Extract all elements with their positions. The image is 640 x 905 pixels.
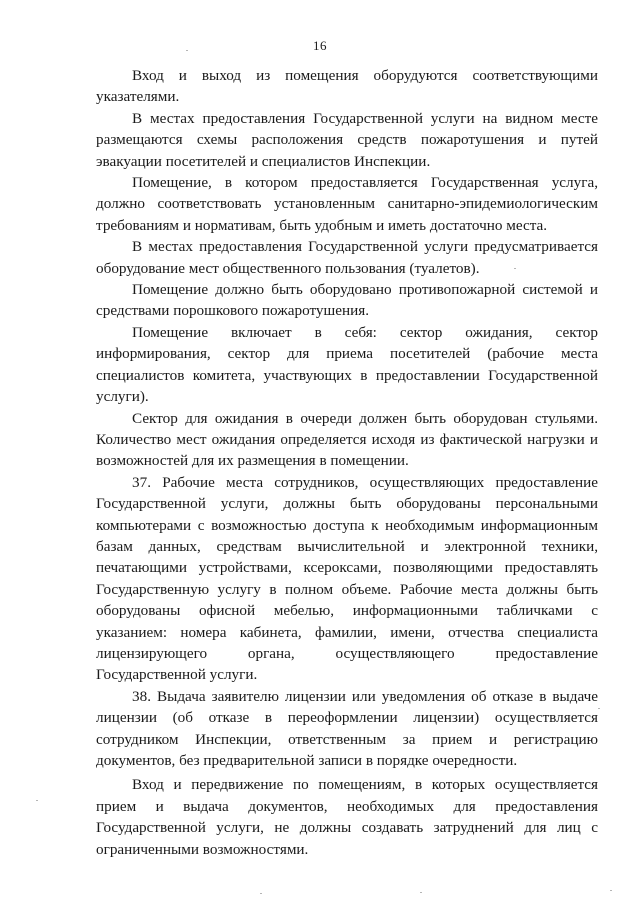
paragraph-sanitary-requirements: Помещение, в котором предоставляется Государственная услуга, должно соответствовать установленным санитарно-эпидемиологическим требованиям и нормативам, быть удобным и иметь достаточно места. xyxy=(96,174,598,234)
paragraph-evacuation-schemes: В местах предоставления Государственной услуги на видном месте размещаются схемы расположения средств пожаротушения и путей эвакуации посетителей и специалистов Инспекции. xyxy=(96,109,598,170)
paragraph-item-37: 37. Рабочие места сотрудников, осуществляющих предоставление Государственной услуги, должны быть оборудованы персональными компьютерами с возможностью доступа к необходимым информационным базам данных, средствам вычислительной и электронной техники, печатающими устройствами, ксероксами, позволяющими предоставлять Государственную услугу в полном объеме. Рабочие места должны быть оборудованы офисной мебелью, информационными табличками с указанием: номера кабинета, фамилии, имени, отчества специалиста лицензирующего органа, осуществляющего предоставление Государственной услуги. xyxy=(96,473,598,684)
scan-speck xyxy=(260,893,262,894)
paragraph-waiting-sector: Сектор для ожидания в очереди должен быть оборудован стульями. Количество мест ожидания определяется исходя из фактической нагрузки и возможностей для их размещения в помещении. xyxy=(96,409,598,470)
paragraph-item-38: 38. Выдача заявителю лицензии или уведомления об отказе в выдаче лицензии (об отказе в переоформлении лицензии) осуществляется сотрудником Инспекции, ответственным за прием и регистрацию документов, без предварительной записи в порядке очередности. xyxy=(96,687,598,769)
document-body xyxy=(96,65,598,860)
page-number: 16 xyxy=(313,38,327,53)
scan-speck xyxy=(420,892,422,893)
paragraph-fire-system: Помещение должно быть оборудовано противопожарной системой и средствами порошкового пожаротушения. xyxy=(96,281,598,320)
scan-speck xyxy=(186,50,188,51)
scan-speck xyxy=(610,890,612,891)
paragraph-entrance-signs: Вход и выход из помещения оборудуются соответствующими указателями. xyxy=(96,67,598,106)
paragraph-accessibility: Вход и передвижение по помещениям, в которых осуществляется прием и выдача документов, необходимых для предоставления Государственной услуги, не должны создавать затруднений для лиц с ограниченными возможностями. xyxy=(96,776,598,858)
paragraph-public-facilities: В местах предоставления Государственной услуги предусматривается оборудование мест общественного пользования (туалетов). xyxy=(96,238,598,277)
scan-speck xyxy=(598,708,600,709)
scan-speck xyxy=(36,800,38,801)
paragraph-sectors: Помещение включает в себя: сектор ожидания, сектор информирования, сектор для приема посетителей (рабочие места специалистов комитета, участвующих в предоставлении Государственной услуги). xyxy=(96,323,598,406)
scan-speck xyxy=(514,268,516,269)
